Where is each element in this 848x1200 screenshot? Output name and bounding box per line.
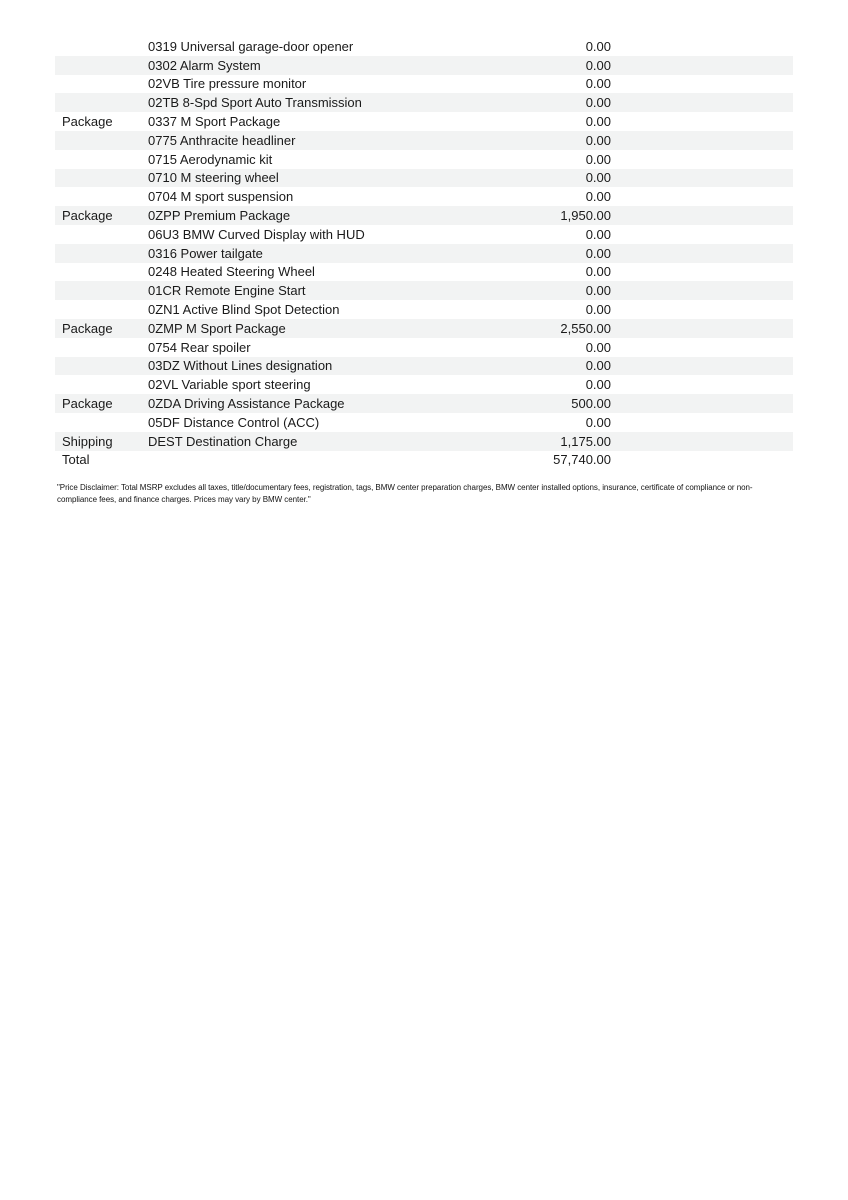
row-category-label: Package xyxy=(62,208,113,224)
row-option-label: 0248 Heated Steering Wheel xyxy=(148,264,315,280)
table-row xyxy=(55,244,793,263)
row-price-value: 0.00 xyxy=(585,264,611,280)
table-row xyxy=(55,357,793,376)
table-row xyxy=(55,206,793,225)
table-row xyxy=(55,451,793,470)
table-row xyxy=(55,56,793,75)
row-option-label: 0337 M Sport Package xyxy=(148,114,281,130)
row-option-label: 02VB Tire pressure monitor xyxy=(148,76,307,92)
row-option-label: 0754 Rear spoiler xyxy=(148,339,251,355)
row-category-label: Total xyxy=(62,452,90,468)
row-price-value: 0.00 xyxy=(585,38,611,54)
table-row xyxy=(55,413,793,432)
row-price-value: 57,740.00 xyxy=(553,452,611,468)
row-price-value: 0.00 xyxy=(585,189,611,205)
row-option-label: 0316 Power tailgate xyxy=(148,245,263,261)
table-row xyxy=(55,225,793,244)
table-row xyxy=(55,432,793,451)
row-option-label: 02TB 8-Spd Sport Auto Transmission xyxy=(148,95,362,111)
price-disclaimer: "Price Disclaimer: Total MSRP excludes all taxes, title/documentary fees, registration, tags, BMW center preparation charges, BMW center installed options, insurance, certificate of compliance or non-compliance fees, and finance charges. Prices may vary by BMW center." xyxy=(57,483,753,504)
table-row xyxy=(55,394,793,413)
row-option-label: DEST Destination Charge xyxy=(148,433,298,449)
row-price-value: 0.00 xyxy=(585,226,611,242)
row-price-value: 0.00 xyxy=(585,377,611,393)
row-price-value: 0.00 xyxy=(585,302,611,318)
table-row xyxy=(55,281,793,300)
table-row xyxy=(55,75,793,94)
row-option-label: 0ZMP M Sport Package xyxy=(148,320,286,336)
row-price-value: 0.00 xyxy=(585,358,611,374)
row-option-label: 05DF Distance Control (ACC) xyxy=(148,414,320,430)
row-option-label: 03DZ Without Lines designation xyxy=(148,358,333,374)
table-row xyxy=(55,319,793,338)
row-price-value: 0.00 xyxy=(585,95,611,111)
table-row xyxy=(55,37,793,56)
row-price-value: 0.00 xyxy=(585,151,611,167)
row-price-value: 0.00 xyxy=(585,76,611,92)
row-category-label: Package xyxy=(62,114,113,130)
table-row xyxy=(55,150,793,169)
table-row xyxy=(55,131,793,150)
table-row xyxy=(55,187,793,206)
row-price-value: 0.00 xyxy=(585,414,611,430)
row-price-value: 0.00 xyxy=(585,57,611,73)
row-price-value: 0.00 xyxy=(585,170,611,186)
row-option-label: 0710 M steering wheel xyxy=(148,170,279,186)
row-price-value: 2,550.00 xyxy=(560,320,611,336)
row-price-value: 0.00 xyxy=(585,339,611,355)
row-option-label: 0ZN1 Active Blind Spot Detection xyxy=(148,302,340,318)
row-option-label: 0319 Universal garage-door opener xyxy=(148,38,354,54)
row-option-label: 01CR Remote Engine Start xyxy=(148,283,306,299)
row-option-label: 0ZPP Premium Package xyxy=(148,208,291,224)
row-price-value: 0.00 xyxy=(585,283,611,299)
row-option-label: 06U3 BMW Curved Display with HUD xyxy=(148,226,365,242)
row-category-label: Shipping xyxy=(62,433,113,449)
row-option-label: 0704 M sport suspension xyxy=(148,189,294,205)
vehicle-options-table xyxy=(55,37,793,469)
table-row xyxy=(55,375,793,394)
row-option-label: 0302 Alarm System xyxy=(148,57,261,73)
row-price-value: 0.00 xyxy=(585,245,611,261)
row-price-value: 0.00 xyxy=(585,114,611,130)
row-price-value: 1,175.00 xyxy=(560,433,611,449)
table-row xyxy=(55,263,793,282)
table-row xyxy=(55,93,793,112)
row-price-value: 0.00 xyxy=(585,132,611,148)
row-option-label: 0715 Aerodynamic kit xyxy=(148,151,273,167)
table-row xyxy=(55,300,793,319)
row-category-label: Package xyxy=(62,320,113,336)
table-row xyxy=(55,112,793,131)
row-option-label: 0ZDA Driving Assistance Package xyxy=(148,396,345,412)
row-category-label: Package xyxy=(62,396,113,412)
row-option-label: 0775 Anthracite headliner xyxy=(148,132,296,148)
row-price-value: 1,950.00 xyxy=(560,208,611,224)
table-row xyxy=(55,338,793,357)
row-option-label: 02VL Variable sport steering xyxy=(148,377,311,393)
row-price-value: 500.00 xyxy=(571,396,611,412)
table-row xyxy=(55,169,793,188)
